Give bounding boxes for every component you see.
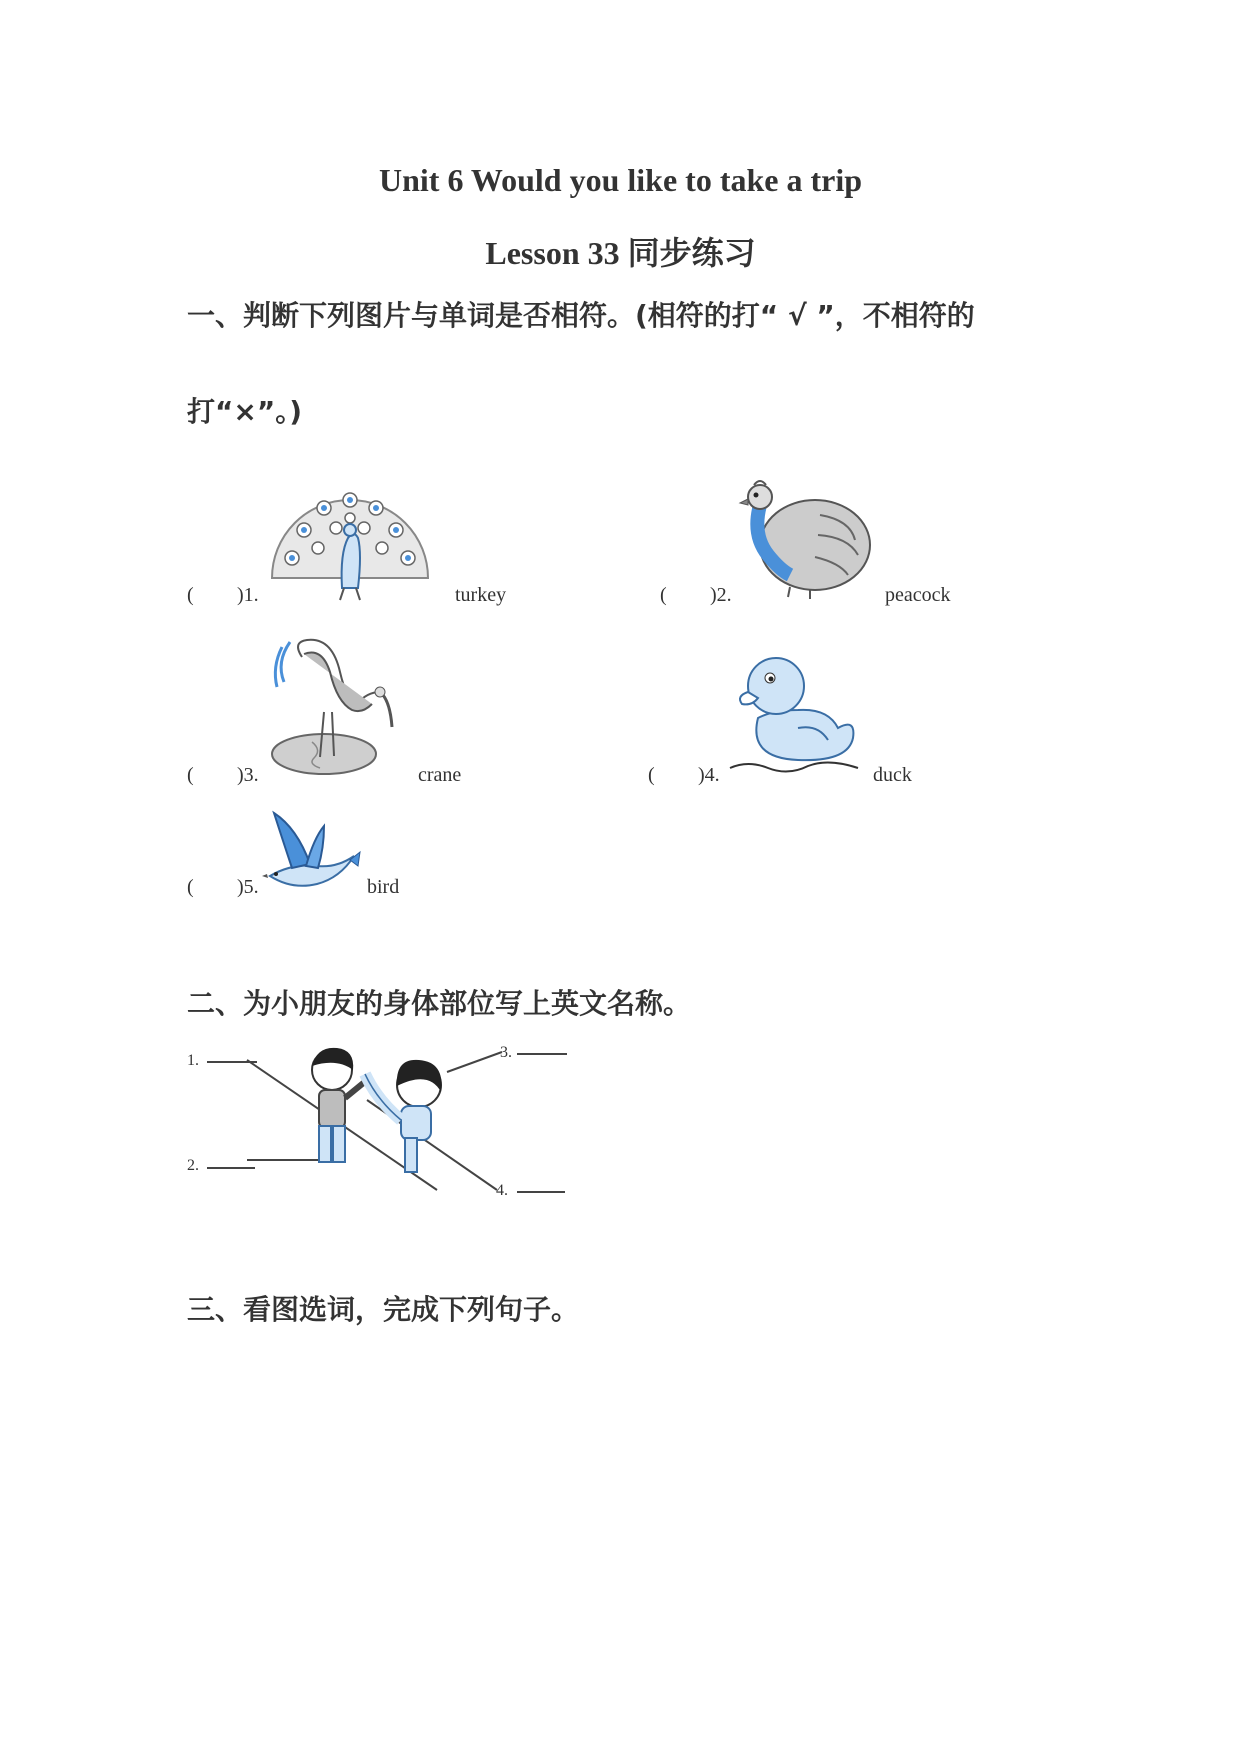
item4-open-paren: ( bbox=[648, 764, 655, 786]
item1-open-paren: ( bbox=[187, 584, 194, 606]
blank-label-3: 3. bbox=[500, 1044, 512, 1061]
blank-label-4: 4. bbox=[496, 1182, 508, 1199]
item3-word: crane bbox=[418, 764, 462, 786]
item5-number: )5. bbox=[237, 876, 259, 898]
item4-word: duck bbox=[873, 764, 912, 786]
lesson-subtitle: Lesson 33 同步练习 bbox=[485, 235, 756, 271]
bird-icon bbox=[262, 808, 362, 898]
section1-heading-line1: 一、判断下列图片与单词是否相符。(相符的打“ √ ”，不相符的 bbox=[187, 299, 975, 332]
item5-word: bird bbox=[367, 876, 400, 898]
item4-number: )4. bbox=[698, 764, 720, 786]
item1-number: )1. bbox=[237, 584, 259, 606]
kids-body-parts-figure bbox=[187, 1040, 567, 1200]
item2-word: peacock bbox=[885, 584, 951, 606]
item2-open-paren: ( bbox=[660, 584, 667, 606]
blank-label-2: 2. bbox=[187, 1157, 199, 1174]
section1-heading-line2: 打“×”。) bbox=[187, 395, 303, 428]
section3-heading: 三、看图选词，完成下列句子。 bbox=[187, 1293, 580, 1326]
crane-icon bbox=[262, 632, 407, 782]
page-title: Unit 6 Would you like to take a trip bbox=[378, 162, 863, 198]
duck-icon bbox=[728, 648, 863, 778]
turkey-icon bbox=[730, 475, 875, 600]
blank-label-1: 1. bbox=[187, 1052, 199, 1069]
item3-open-paren: ( bbox=[187, 764, 194, 786]
section2-heading: 二、为小朋友的身体部位写上英文名称。 bbox=[187, 987, 692, 1020]
item5-open-paren: ( bbox=[187, 876, 194, 898]
item3-number: )3. bbox=[237, 764, 259, 786]
item1-word: turkey bbox=[455, 584, 507, 606]
item2-number: )2. bbox=[710, 584, 732, 606]
peacock-icon bbox=[262, 458, 437, 603]
